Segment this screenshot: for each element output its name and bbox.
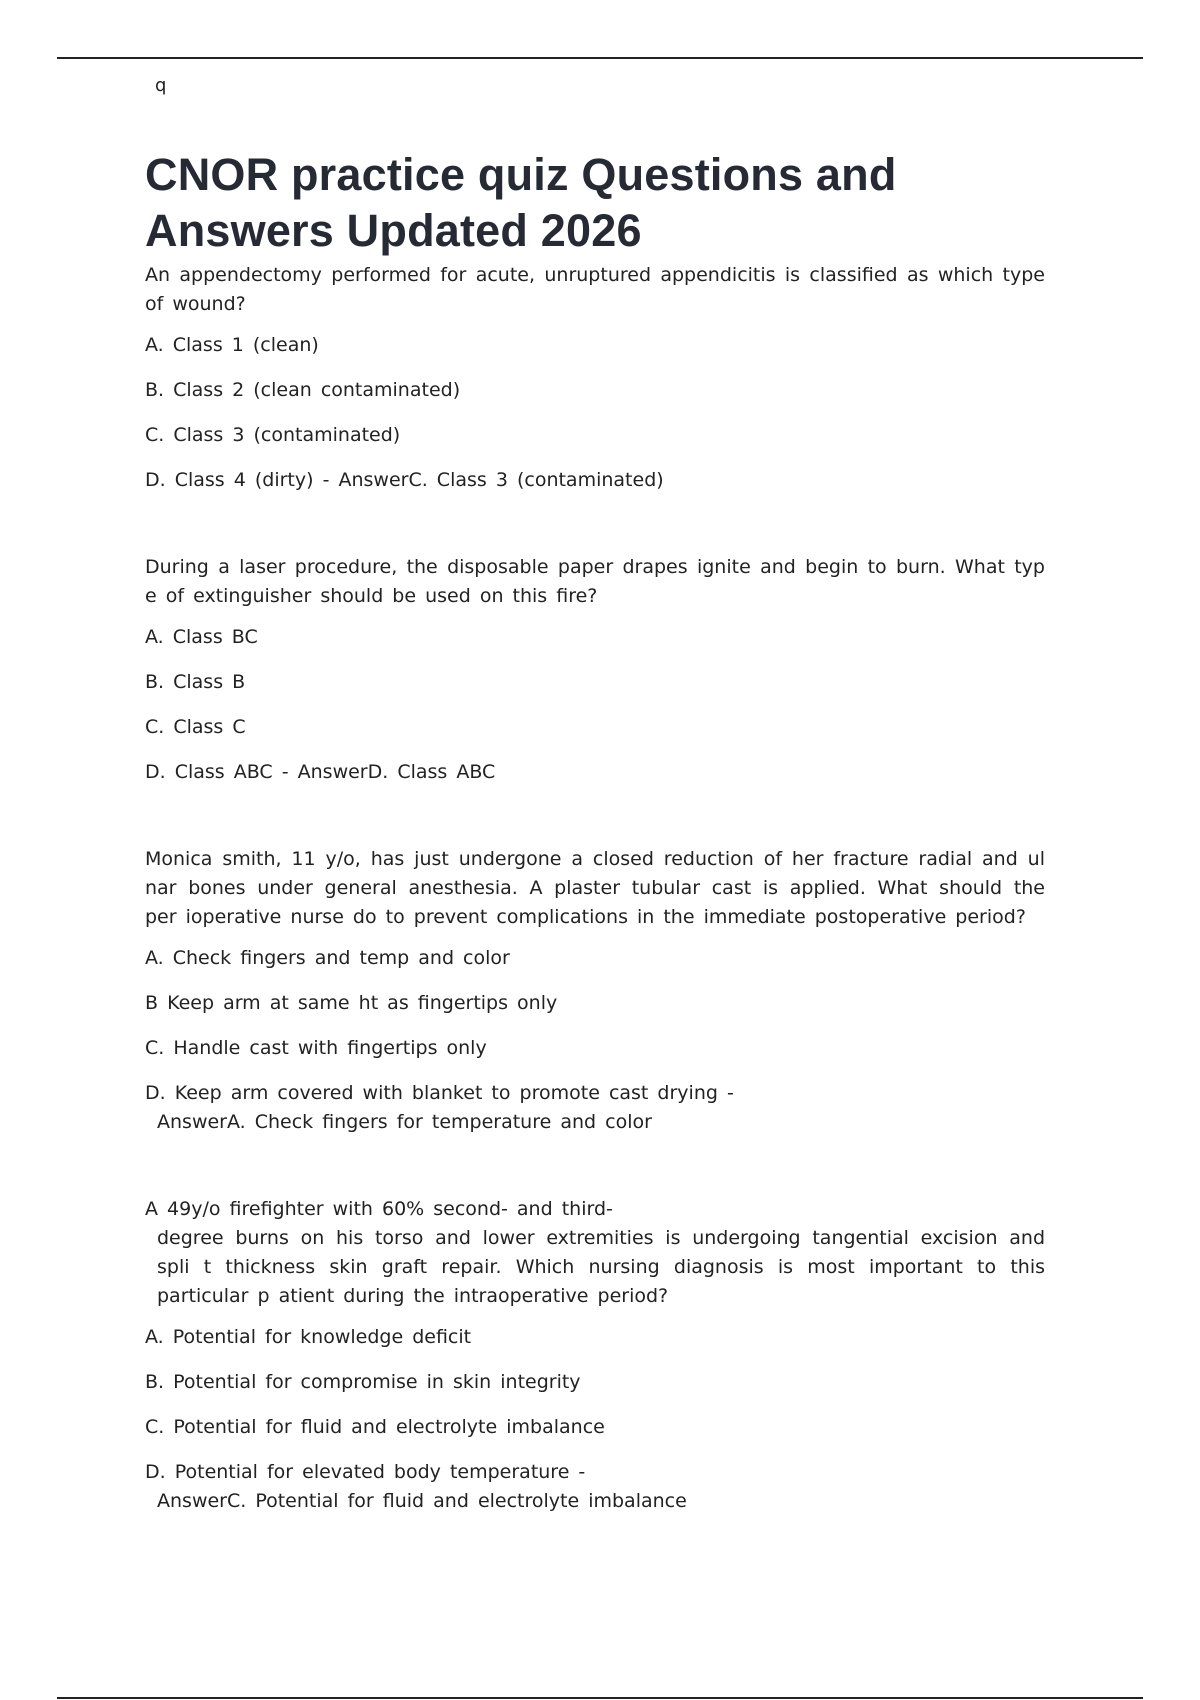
- option-d: D. Class ABC: [145, 761, 273, 783]
- answer: - AnswerD. Class ABC: [272, 761, 496, 783]
- page-marker: q: [155, 75, 167, 96]
- document-body: [145, 147, 1045, 1563]
- answer: - AnswerC. Class 3 (contaminated): [313, 469, 664, 491]
- question-1: [145, 261, 1045, 495]
- question-text-first-line: A 49y/o firefighter with 60% second- and third-: [145, 1198, 613, 1220]
- option-b: B. Class B: [145, 671, 246, 693]
- question-text: During a laser procedure, the disposable paper drapes ignite and begin to burn. What typ e of extinguisher should be used on this fire?: [145, 556, 1045, 607]
- option-a: A. Class BC: [145, 626, 258, 648]
- option-a: A. Potential for knowledge deficit: [145, 1326, 472, 1348]
- option-c: C. Potential for fluid and electrolyte imbalance: [145, 1416, 605, 1438]
- question-3: [145, 845, 1045, 1137]
- option-c: C. Class 3 (contaminated): [145, 424, 401, 446]
- option-d: D. Class 4 (dirty): [145, 469, 314, 491]
- question-text: An appendectomy performed for acute, unruptured appendicitis is classified as which type of wound?: [145, 264, 1045, 315]
- option-c: C. Class C: [145, 716, 246, 738]
- option-a: A. Check fingers and temp and color: [145, 947, 510, 969]
- answer: AnswerA. Check fingers for temperature and color: [157, 1111, 652, 1133]
- question-4: [145, 1195, 1045, 1516]
- option-b: B. Class 2 (clean contaminated): [145, 379, 461, 401]
- option-d-with-answer: [145, 758, 1045, 787]
- option-d: D. Keep arm covered with blanket to promote cast drying -: [145, 1082, 734, 1104]
- question-2: [145, 553, 1045, 787]
- option-c: C. Handle cast with fingertips only: [145, 1037, 487, 1059]
- bottom-rule: [57, 1697, 1143, 1699]
- answer: AnswerC. Potential for fluid and electrolyte imbalance: [157, 1490, 687, 1512]
- option-d: D. Potential for elevated body temperature -: [145, 1461, 586, 1483]
- option-d-with-answer: [145, 466, 1045, 495]
- question-text-continuation: degree burns on his torso and lower extremities is undergoing tangential excision and spli t thickness skin graft repair. Which nursing diagnosis is most important to this particular p atient during the intraoperative period?: [157, 1227, 1045, 1307]
- top-rule: [57, 57, 1143, 59]
- option-b: B. Potential for compromise in skin integrity: [145, 1371, 581, 1393]
- document-title: CNOR practice quiz Questions and Answers Updated 2026: [145, 149, 897, 256]
- question-text: [145, 1195, 1045, 1311]
- question-text: Monica smith, 11 y/o, has just undergone a closed reduction of her fracture radial and ul nar bones under general anesthesia. A plaster tubular cast is applied. What should the per ioperative nurse do to prevent complications in the immediate postoperative period?: [145, 848, 1045, 928]
- option-a: A. Class 1 (clean): [145, 334, 319, 356]
- option-b: B Keep arm at same ht as fingertips only: [145, 992, 558, 1014]
